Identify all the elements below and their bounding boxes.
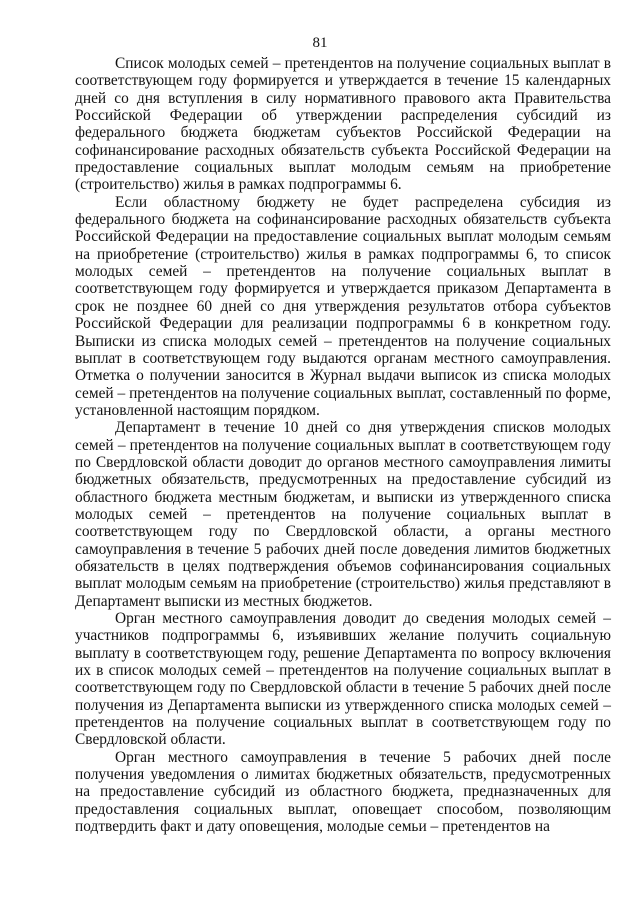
paragraph-1: Список молодых семей – претендентов на получение социальных выплат в соответствующем году формируется и утверждается в течение 15 календарных дней со дня вступления в силу нормативного правового акта Правительства Российской Федерации об утверждении распределения субсидий из федерального бюджета бюджетам субъектов Российской Федерации на софинансирование расходных обязательств субъекта Российской Федерации на предоставление социальных выплат молодым семьям на приобретение (строительство) жилья в рамках подпрограммы 6. (75, 55, 611, 194)
paragraph-3: Департамент в течение 10 дней со дня утверждения списков молодых семей – претендентов на получение социальных выплат в соответствующем году по Свердловской области доводит до органов местного самоуправления лимиты бюджетных обязательств, предусмотренных на предоставление субсидий из областного бюджета местным бюджетам, и выписки из утвержденного списка молодых семей – претендентов на получение социальных выплат в соответствующем году по Свердловской области, а органы местного самоуправления в течение 5 рабочих дней после доведения лимитов бюджетных обязательств в целях подтверждения объемов софинансирования социальных выплат молодым семьям на приобретение (строительство) жилья представляют в Департамент выписки из местных бюджетов. (75, 419, 611, 610)
page-number: 81 (312, 35, 328, 51)
paragraph-2: Если областному бюджету не будет распределена субсидия из федерального бюджета на софинансирование расходных обязательств субъекта Российской Федерации на предоставление социальных выплат молодым семьям на приобретение (строительство) жилья в рамках подпрограммы 6, то список молодых семей – претендентов на получение социальных выплат в соответствующем году формируется и утверждается приказом Департамента в срок не позднее 60 дней со дня утверждения результатов отбора субъектов Российской Федерации для реализации подпрограммы 6 в конкретном году. Выписки из списка молодых семей – претендентов на получение социальных выплат в соответствующем году выдаются органам местного самоуправления. Отметка о получении заносится в Журнал выдачи выписок из списка молодых семей – претендентов на получение социальных выплат, составленный по форме, установленной настоящим порядком. (75, 193, 611, 419)
body-text (75, 55, 611, 835)
paragraph-4: Орган местного самоуправления доводит до сведения молодых семей – участников подпрограммы 6, изъявивших желание получить социальную выплату в соответствующем году, решение Департамента по вопросу включения их в список молодых семей – претендентов на получение социальных выплат в соответствующем году по Свердловской области в течение 5 рабочих дней после получения из Департамента выписки из утвержденного списка молодых семей – претендентов на получение социальных выплат в соответствующем году по Свердловской области. (75, 610, 611, 749)
paragraph-5: Орган местного самоуправления в течение 5 рабочих дней после получения уведомления о лимитах бюджетных обязательств, предусмотренных на предоставление субсидий из областного бюджета, предназначенных для предоставления социальных выплат, оповещает способом, позволяющим подтвердить факт и дату оповещения, молодые семьи – претендентов на (75, 748, 611, 836)
